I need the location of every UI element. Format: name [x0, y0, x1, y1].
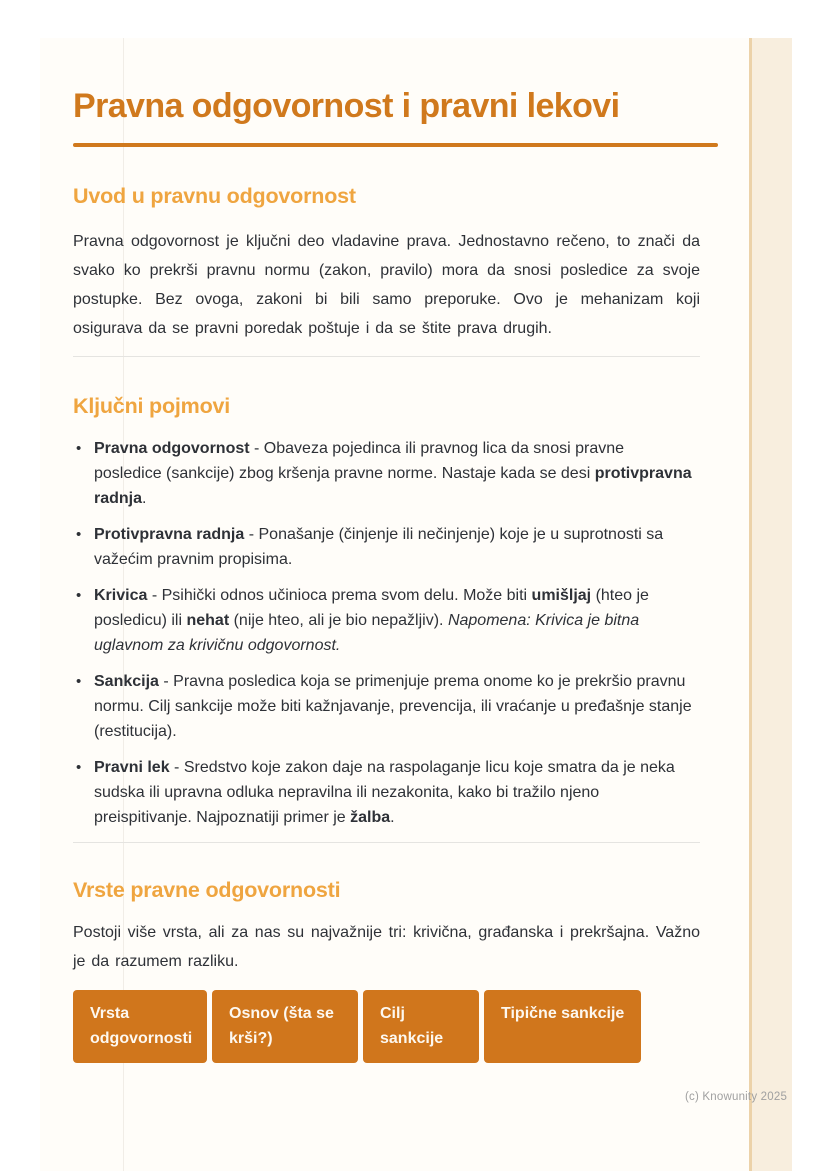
key-terms-list: [73, 436, 700, 830]
bold-term: Pravna odgovornost: [94, 440, 250, 457]
table-header-cell: Tipične sankcije: [484, 990, 641, 1063]
list-item: [73, 755, 694, 830]
intro-paragraph: Pravna odgovornost je ključni deo vladavine prava. Jednostavno rečeno, to znači da svako ko prekrši pravnu normu (zakon, pravilo) mora da snosi posledice za svoje postupke. Bez ovoga, zakoni bi bili samo preporuke. Ovo je mehanizam koji osigurava da se pravni poredak poštuje i da se štite prava drugih.: [73, 233, 700, 337]
page-title: Pravna odgovornost i pravni lekovi: [73, 87, 620, 125]
bold-term: Pravni lek: [94, 759, 170, 776]
list-item: [73, 669, 694, 744]
term-text: .: [142, 490, 147, 507]
term-text: - Pravna posledica koja se primenjuje prema onome ko je prekršio pravnu normu. Cilj sankcije može biti kažnjavanje, prevencija, ili vraćanje u pređašnje stanje (restitucija).: [94, 673, 692, 740]
bold-term: protivpravna radnja: [94, 465, 692, 507]
list-item: [73, 436, 694, 511]
term-text: - Psihički odnos učinioca prema svom delu. Može biti: [147, 587, 532, 604]
vrste-paragraph: Postoji više vrsta, ali za nas su najvažnije tri: krivična, građanska i prekršajna. Važno je da razumem razliku.: [73, 924, 700, 970]
term-text: (hteo je posledicu) ili: [94, 587, 649, 629]
title-rule: [73, 143, 718, 147]
bold-term: Protivpravna radnja: [94, 526, 245, 543]
bold-term: žalba: [350, 809, 391, 826]
copyright-watermark: (c) Knowunity 2025: [685, 1091, 788, 1103]
section-heading-pojmovi: Ključni pojmovi: [73, 394, 231, 418]
bold-term: Sankcija: [94, 673, 159, 690]
bold-term: Krivica: [94, 587, 148, 604]
bold-term: umišljaj: [531, 587, 592, 604]
section-heading-uvod: Uvod u pravnu odgovornost: [73, 184, 356, 208]
responsibility-types-table-header: [73, 990, 700, 1063]
section-divider: [73, 842, 700, 843]
section-heading-vrste: Vrste pravne odgovornosti: [73, 878, 341, 902]
term-text: .: [390, 809, 395, 826]
italic-note: Napomena: Krivica je bitna uglavnom za krivičnu odgovornost.: [94, 612, 640, 654]
list-item: [73, 583, 694, 658]
section-divider: [73, 356, 700, 357]
list-item: [73, 522, 694, 572]
term-text: - Ponašanje (činjenje ili nečinjenje) koje je u suprotnosti sa važećim pravnim propisima.: [94, 526, 664, 568]
term-text: - Obaveza pojedinca ili pravnog lica da snosi pravne posledice (sankcije) zbog kršenja pravne norme. Nastaje kada se desi: [94, 440, 625, 482]
table-header-cell: Cilj sankcije: [363, 990, 479, 1063]
bold-term: nehat: [186, 612, 230, 629]
page-side-strip: [749, 38, 792, 1171]
term-text: (nije hteo, ali je bio nepažljiv).: [229, 612, 448, 629]
document-page: [40, 38, 792, 1171]
table-header-cell: Vrsta odgovornosti: [73, 990, 207, 1063]
table-header-cell: Osnov (šta se krši?): [212, 990, 358, 1063]
document-content: [73, 38, 700, 1063]
term-text: - Sredstvo koje zakon daje na raspolaganje licu koje smatra da je neka sudska ili upravna odluka nepravilna ili nezakonita, kako bi tražilo njeno preispitivanje. Najpoznatiji primer je: [94, 759, 675, 826]
